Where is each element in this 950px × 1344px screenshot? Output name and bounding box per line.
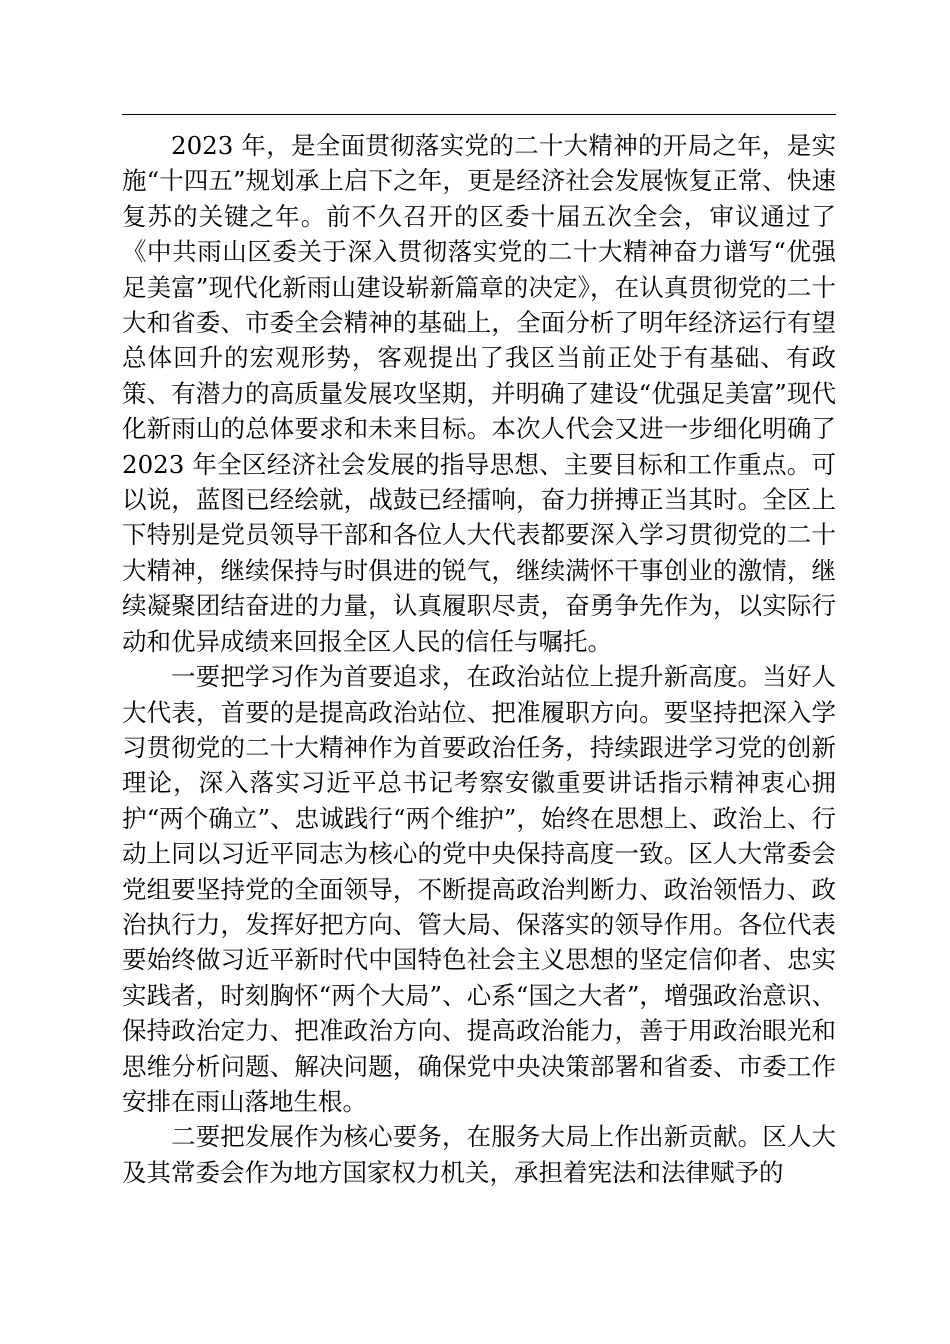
header-rule: [122, 114, 836, 115]
document-body: [122, 128, 836, 1190]
paragraph-study-priority: 一要把学习作为首要追求，在政治站位上提升新高度。当好人大代表，首要的是提高政治站位、把准履职方向。要坚持把深入学习贯彻党的二十大精神作为首要政治任务，持续跟进学习党的创新理论，深入落实习近平总书记考察安徽重要讲话指示精神衷心拥护“两个确立”、忠诚践行“两个维护”，始终在思想上、政治上、行动上同以习近平同志为核心的党中央保持高度一致。区人大常委会党组要坚持党的全面领导，不断提高政治判断力、政治领悟力、政治执行力，发挥好把方向、管大局、保落实的领导作用。各位代表要始终做习近平新时代中国特色社会主义思想的坚定信仰者、忠实实践者，时刻胸怀“两个大局”、心系“国之大者”，增强政治意识、保持政治定力、把准政治方向、提高政治能力，善于用政治眼光和思维分析问题、解决问题，确保党中央决策部署和省委、市委工作安排在雨山落地生根。: [122, 662, 836, 1116]
paragraph-intro: 2023 年，是全面贯彻落实党的二十大精神的开局之年，是实施“十四五”规划承上启下之年，更是经济社会发展恢复正常、快速复苏的关键之年。前不久召开的区委十届五次全会，审议通过了《中共雨山区委关于深入贯彻落实党的二十大精神奋力谱写“优强足美富”现代化新雨山建设崭新篇章的决定》，在认真贯彻党的二十大和省委、市委全会精神的基础上，全面分析了明年经济运行有望总体回升的宏观形势，客观提出了我区当前正处于有基础、有政策、有潜力的高质量发展攻坚期，并明确了建设“优强足美富”现代化新雨山的总体要求和未来目标。本次人代会又进一步细化明确了 2023 年全区经济社会发展的指导思想、主要目标和工作重点。可以说，蓝图已经绘就，战鼓已经擂响，奋力拼搏正当其时。全区上下特别是党员领导干部和各位人大代表都要深入学习贯彻党的二十大精神，继续保持与时俱进的锐气，继续满怀干事创业的激情，继续凝聚团结奋进的力量，认真履职尽责，奋勇争先作为，以实际行动和优异成绩来回报全区人民的信任与嘱托。: [122, 131, 836, 656]
paragraph-development-priority: 二要把发展作为核心要务，在服务大局上作出新贡献。区人大及其常委会作为地方国家权力机关，承担着宪法和法律赋予的: [122, 1122, 836, 1187]
